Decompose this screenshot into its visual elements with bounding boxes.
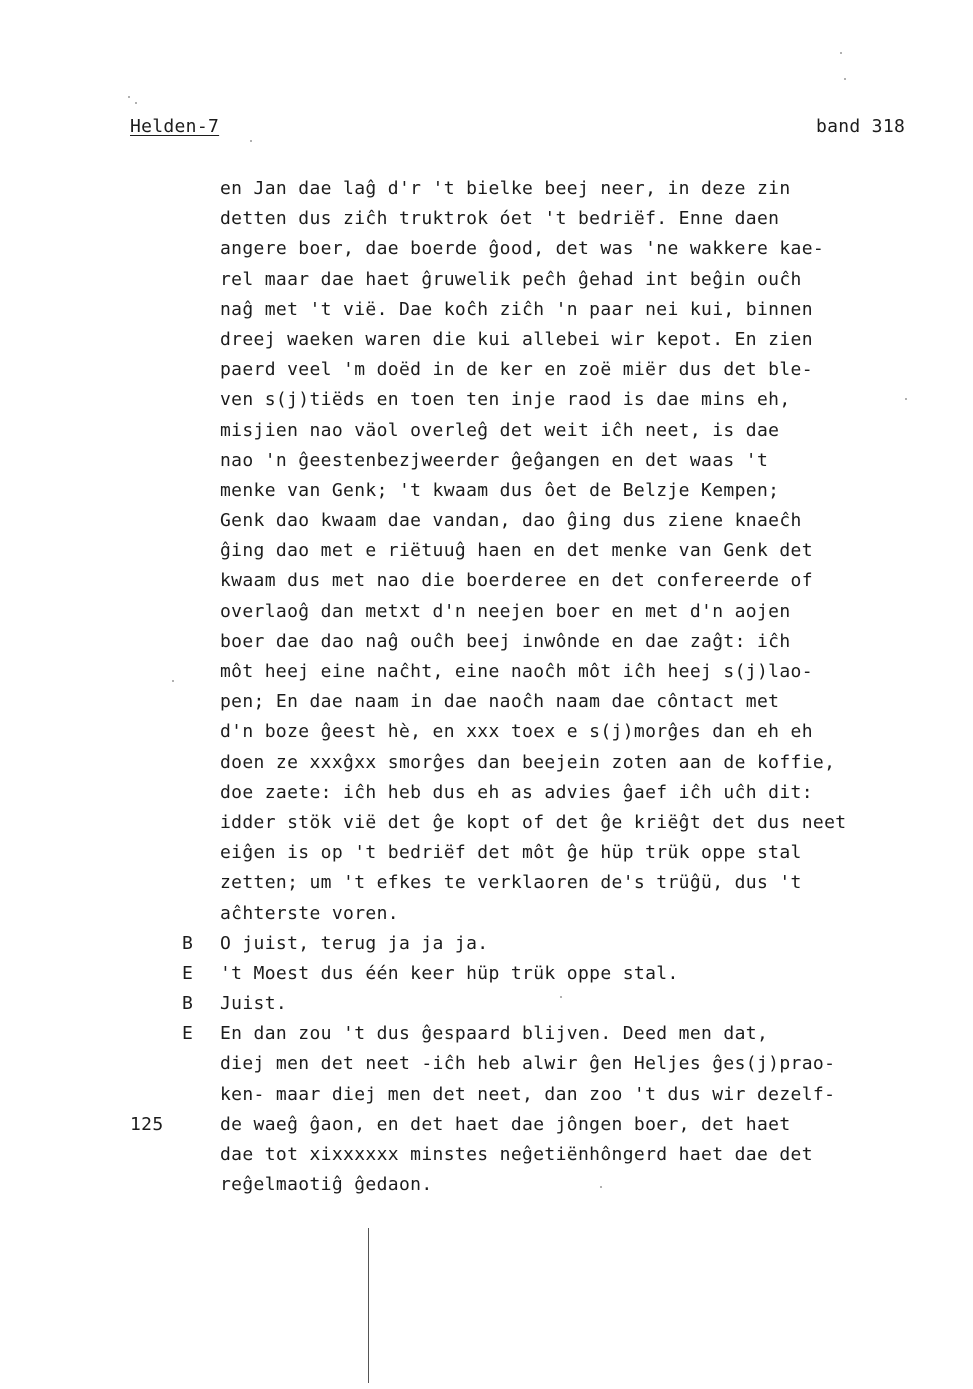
transcript-line [130, 355, 930, 385]
scan-speck [905, 398, 907, 400]
transcript-line [130, 1049, 930, 1079]
transcript-line [130, 446, 930, 476]
transcript-line [130, 416, 930, 446]
transcript-line [130, 536, 930, 566]
line-text: rel maar dae haet ĝruwelik peĉh ĝehad int beĝin ouĉh [220, 268, 802, 290]
margin-rule [368, 1228, 369, 1383]
line-text: dae tot xixxxxxx minstes neĝetiënhôngerd haet dae det [220, 1144, 813, 1165]
line-text: ken- maar diej men det neet, dan zoo 't dus wir dezelf- [220, 1083, 836, 1105]
transcript-line [130, 838, 930, 868]
line-text: nao 'n ĝeestenbezjweerder ĝeĝangen en det waas 't [220, 449, 769, 471]
scan-speck [172, 680, 174, 682]
scan-speck [128, 96, 130, 98]
scan-speck [560, 996, 562, 998]
transcript-line [130, 295, 930, 325]
line-text: boer dae dao naĝ ouĉh beej inwônde en dae zaĝt: iĉh [220, 630, 791, 652]
document-title: Helden-7 [130, 116, 220, 137]
transcript-line [130, 1170, 930, 1200]
scan-speck [250, 140, 252, 142]
transcript-line [130, 476, 930, 506]
transcript-line [130, 325, 930, 355]
line-text: ven s(j)tiëds en toen ten inje raod is dae mins eh, [220, 389, 791, 411]
line-text: overlaoĝ dan metxt d'n neejen boer en met d'n aojen [220, 600, 791, 622]
transcript-line [130, 627, 930, 657]
transcript-line [130, 265, 930, 295]
line-text: misjien nao väol overleĝ det weit iĉh neet, is dae [220, 419, 780, 441]
speaker-marker: E [182, 1023, 194, 1045]
line-text: d'n boze ĝeest hè, en xxx toex e s(j)morĝes dan eh eh [220, 721, 813, 743]
band-number: band 318 [816, 116, 906, 137]
speaker-marker: B [182, 932, 194, 954]
transcript-line [130, 174, 930, 204]
line-text: eiĝen is op 't bedriëf det môt ĝe hüp trük oppe stal [220, 842, 802, 864]
line-text: paerd veel 'm doëd in de ker en zoë miër dus det ble- [220, 359, 813, 381]
line-text: de waeĝ ĝaon, en det haet dae jôngen boer, det haet [220, 1113, 791, 1135]
scan-speck [600, 1186, 602, 1188]
transcript-line [130, 717, 930, 747]
transcript-line [130, 597, 930, 627]
line-text: doen ze xxxĝxx smorĝes dan beejein zoten aan de koffie, [220, 751, 836, 773]
line-text: En dan zou 't dus ĝespaard blijven. Deed men dat, [220, 1023, 769, 1045]
transcript-line [130, 657, 930, 687]
line-number: 125 [130, 1113, 164, 1135]
transcript-line [130, 385, 930, 415]
transcript-line [130, 506, 930, 536]
line-text: ĝing dao met e riëtuuĝ haen en det menke van Genk det [220, 540, 813, 562]
transcript-line [130, 899, 930, 929]
line-text: reĝelmaotiĝ ĝedaon. [220, 1174, 433, 1196]
transcript-line [130, 959, 930, 989]
speaker-marker: B [182, 993, 194, 1015]
line-text: idder stök vië det ĝe kopt of det ĝe kriëĝt det dus neet [220, 811, 847, 833]
line-text: angere boer, dae boerde ĝood, det was 'ne wakkere kae- [220, 238, 825, 260]
transcript-line [130, 778, 930, 808]
transcript-line [130, 687, 930, 717]
line-text: menke van Genk; 't kwaam dus ôet de Belzje Kempen; [220, 479, 780, 501]
transcript-line [130, 566, 930, 596]
transcript-line [130, 868, 930, 898]
transcript-line [130, 1019, 930, 1049]
line-text: naĝ met 't vië. Dae koĉh ziĉh 'n paar nei kui, binnen [220, 298, 813, 320]
transcript-line [130, 808, 930, 838]
line-text: môt heej eine naĉht, eine naoĉh môt iĉh heej s(j)lao- [220, 661, 813, 682]
transcript-line [130, 204, 930, 234]
line-text: O juist, terug ja ja ja. [220, 932, 489, 954]
transcript-line [130, 748, 930, 778]
line-text: kwaam dus met nao die boerderee en det confereerde of [220, 570, 813, 592]
line-text: Genk dao kwaam dae vandan, dao ĝing dus ziene knaeĉh [220, 510, 802, 532]
scan-speck [840, 52, 842, 54]
line-text: pen; En dae naam in dae naoĉh naam dae côntact met [220, 691, 780, 713]
transcript-line [130, 234, 930, 264]
speaker-marker: E [182, 962, 194, 984]
line-text: aĉhterste voren. [220, 902, 399, 924]
transcript-line [130, 1140, 930, 1170]
line-text: zetten; um 't efkes te verklaoren de's trüĝü, dus 't [220, 872, 802, 894]
transcript-line [130, 929, 930, 959]
transcript-line [130, 1080, 930, 1110]
line-text: dreej waeken waren die kui allebei wir kepot. En zien [220, 328, 813, 350]
transcript-line [130, 989, 930, 1019]
scan-speck [844, 78, 846, 80]
line-text: 't Moest dus één keer hüp trük oppe stal. [220, 962, 679, 984]
line-text: detten dus ziĉh truktrok óet 't bedriëf. Enne daen [220, 208, 780, 230]
line-text: doe zaete: iĉh heb dus eh as advies ĝaef iĉh uĉh dit: [220, 781, 813, 803]
transcript-body [130, 174, 930, 1200]
line-text: Juist. [220, 993, 288, 1015]
line-text: diej men det neet -iĉh heb alwir ĝen Heljes ĝes(j)prao- [220, 1053, 836, 1075]
scan-speck [135, 102, 137, 104]
transcript-line [130, 1110, 930, 1140]
line-text: en Jan dae laĝ d'r 't bielke beej neer, in deze zin [220, 178, 791, 199]
